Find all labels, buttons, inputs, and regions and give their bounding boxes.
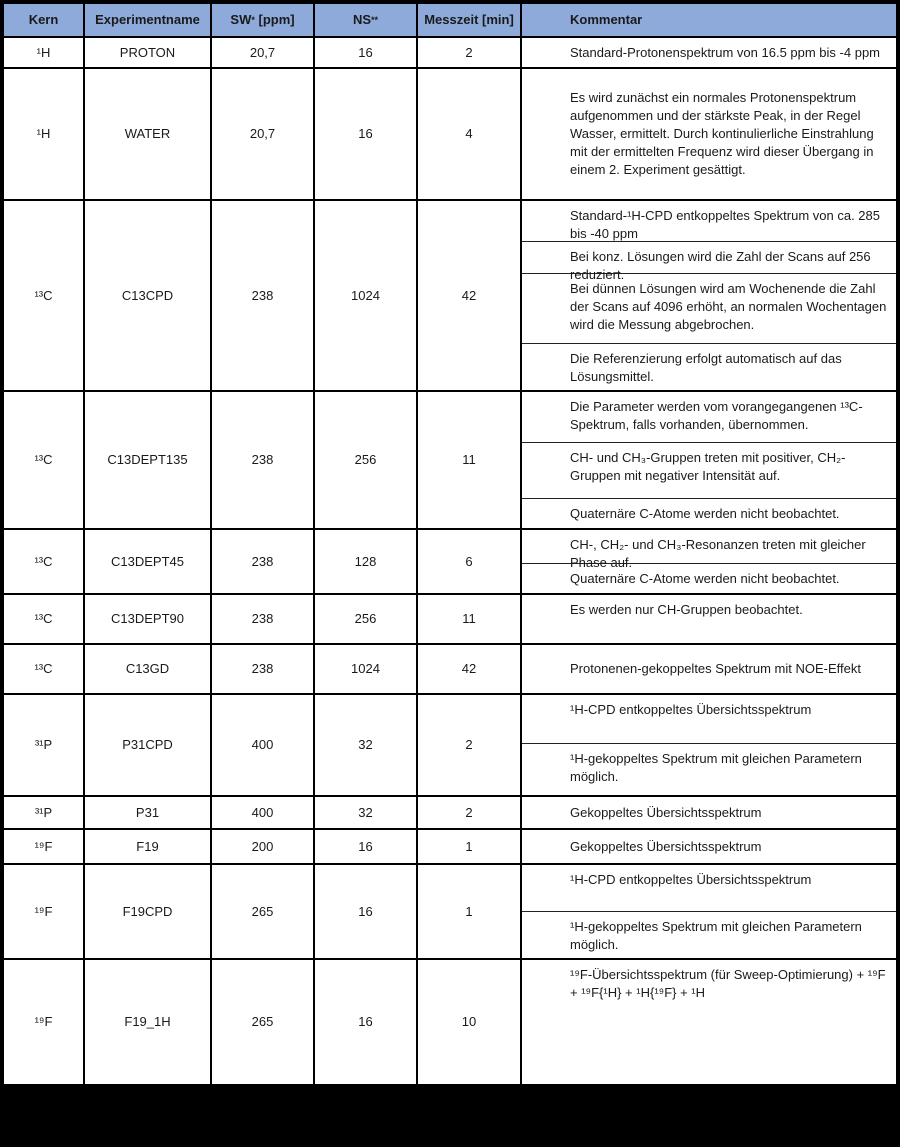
kern-cell-value: ¹³C xyxy=(34,661,53,676)
experiment-cell xyxy=(85,201,212,390)
kommentar-cell xyxy=(522,830,896,863)
messzeit-cell xyxy=(418,530,522,593)
ns-cell-value: 128 xyxy=(354,553,377,569)
kern-cell xyxy=(4,865,85,958)
messzeit-cell xyxy=(418,201,522,390)
ns-cell-value: 256 xyxy=(354,611,377,626)
header-label: NS xyxy=(352,12,372,27)
sw-cell xyxy=(212,38,315,67)
ns-cell xyxy=(315,595,418,643)
comment xyxy=(522,344,896,390)
kern-cell-value: ¹H xyxy=(36,126,51,141)
kern-cell xyxy=(4,695,85,795)
table-header-row xyxy=(4,4,896,38)
sw-cell-value: 238 xyxy=(251,611,274,626)
kommentar-cell xyxy=(522,595,896,643)
messzeit-cell-value: 10 xyxy=(461,1014,477,1029)
header-experimentname xyxy=(85,4,212,36)
messzeit-cell xyxy=(418,38,522,67)
kommentar-cell xyxy=(522,960,896,1084)
comment xyxy=(522,865,896,912)
comment-text: Gekoppeltes Übersichtsspektrum xyxy=(570,804,762,820)
header-sw-ppm: SW * [ppm] xyxy=(212,4,315,36)
ns-cell-value: 1024 xyxy=(351,287,380,303)
header-label: SW xyxy=(230,12,252,27)
experiment-cell-value: F19 xyxy=(136,838,159,854)
table-body xyxy=(4,38,896,1084)
ns-cell xyxy=(315,201,418,390)
experiment-cell xyxy=(85,530,212,593)
messzeit-cell-value: 2 xyxy=(465,804,473,820)
sw-cell-value: 238 xyxy=(251,452,274,467)
comment-text: ¹H-CPD entkoppeltes Übersichtsspektrum xyxy=(570,702,812,717)
ns-cell-value: 32 xyxy=(358,804,373,820)
comment-text: Bei konz. Lösungen wird die Zahl der Scans auf 256 reduziert. xyxy=(570,249,871,282)
sw-cell xyxy=(212,392,315,528)
comment-text: ¹H-gekoppeltes Spektrum mit gleichen Parametern möglich. xyxy=(570,751,862,784)
ns-cell xyxy=(315,530,418,593)
ns-cell xyxy=(315,797,418,828)
header-ns: NS ** xyxy=(315,4,418,36)
kern-cell-value: ¹³C xyxy=(34,611,53,626)
kern-cell xyxy=(4,392,85,528)
messzeit-cell-value: 11 xyxy=(462,452,476,467)
experiment-cell-value: F19_1H xyxy=(124,1014,171,1029)
comment xyxy=(522,830,896,863)
ns-cell-value: 16 xyxy=(358,126,373,141)
table-row-c13dept45 xyxy=(4,530,896,595)
table-row-p31 xyxy=(4,797,896,830)
messzeit-cell-value: 1 xyxy=(465,903,473,919)
sw-cell-value: 400 xyxy=(251,737,274,752)
comment xyxy=(522,645,896,693)
kern-cell xyxy=(4,595,85,643)
messzeit-cell-value: 42 xyxy=(461,661,477,676)
comment-text: Es werden nur CH-Gruppen beobachtet. xyxy=(570,602,803,617)
experiment-cell-value: P31 xyxy=(135,804,160,820)
header-label: Kern xyxy=(28,12,59,27)
comment xyxy=(522,564,896,593)
kommentar-cell xyxy=(522,797,896,828)
comment xyxy=(522,69,896,199)
ns-cell-value: 16 xyxy=(358,838,373,854)
experiment-cell-value: P31CPD xyxy=(122,737,173,752)
messzeit-cell-value: 42 xyxy=(461,287,477,303)
kommentar-cell xyxy=(522,69,896,199)
comment xyxy=(522,595,896,643)
comment-text: Es wird zunächst ein normales Protonenspektrum aufgenommen und der stärkste Peak, in der Regel Wasser, ermittelt. Durch kontinulierliche Einstrahlung mit der ermittelten Frequenz wird dieser Übergang in einem 2. Experiment gesättigt. xyxy=(570,90,874,177)
kern-cell-value: ¹³C xyxy=(34,553,53,569)
messzeit-cell xyxy=(418,69,522,199)
ns-cell xyxy=(315,865,418,958)
ns-cell-value: 16 xyxy=(358,903,373,919)
kern-cell-value: ¹H xyxy=(36,44,51,60)
experiment-cell xyxy=(85,865,212,958)
sw-cell-value: 238 xyxy=(251,661,274,676)
nmr-experiments-table xyxy=(2,2,898,1086)
header-unit: [ppm] xyxy=(254,12,295,27)
comment-text: Die Parameter werden vom vorangegangenen ¹³C-Spektrum, falls vorhanden, übernommen. xyxy=(570,399,863,432)
sw-cell xyxy=(212,69,315,199)
kern-cell-value: ¹⁹F xyxy=(34,903,53,919)
ns-cell xyxy=(315,392,418,528)
experiment-cell xyxy=(85,645,212,693)
comment xyxy=(522,912,896,958)
experiment-cell-value: C13DEPT45 xyxy=(111,553,184,569)
sw-cell-value: 265 xyxy=(251,1014,274,1029)
ns-cell xyxy=(315,695,418,795)
ns-cell-value: 16 xyxy=(358,1014,373,1029)
kern-cell xyxy=(4,69,85,199)
sw-cell-value: 265 xyxy=(251,903,274,919)
comment-text: CH- und CH₃-Gruppen treten mit positiver, CH₂-Gruppen mit negativer Intensität auf. xyxy=(570,450,846,483)
messzeit-cell xyxy=(418,865,522,958)
experiment-cell xyxy=(85,69,212,199)
header-label: Kommentar xyxy=(570,12,643,27)
experiment-cell-value: C13CPD xyxy=(121,287,174,303)
kern-cell xyxy=(4,38,85,67)
experiment-cell xyxy=(85,38,212,67)
messzeit-cell xyxy=(418,595,522,643)
sw-cell xyxy=(212,530,315,593)
comment xyxy=(522,499,896,528)
kern-cell xyxy=(4,530,85,593)
experiment-cell-value: C13DEPT90 xyxy=(111,611,184,626)
table-row-water xyxy=(4,69,896,201)
kern-cell xyxy=(4,830,85,863)
kern-cell-value: ³¹P xyxy=(34,804,53,820)
ns-cell xyxy=(315,645,418,693)
ns-cell-value: 16 xyxy=(358,44,373,60)
table-row-p31cpd xyxy=(4,695,896,797)
messzeit-cell xyxy=(418,830,522,863)
table-row-c13dept135 xyxy=(4,392,896,530)
sw-cell xyxy=(212,595,315,643)
kern-cell-value: ¹³C xyxy=(34,287,53,303)
comment-text: Gekoppeltes Übersichtsspektrum xyxy=(570,838,762,854)
ns-cell-value: 32 xyxy=(358,737,373,752)
comment xyxy=(522,797,896,828)
comment-text: ¹H-CPD entkoppeltes Übersichtsspektrum xyxy=(570,872,812,887)
kern-cell xyxy=(4,201,85,390)
table-row-proton xyxy=(4,38,896,69)
kommentar-cell xyxy=(522,201,896,390)
messzeit-cell xyxy=(418,695,522,795)
kern-cell xyxy=(4,797,85,828)
comment-text: Protonenen-gekoppeltes Spektrum mit NOE-Effekt xyxy=(570,661,861,676)
kommentar-cell xyxy=(522,38,896,67)
comment xyxy=(522,443,896,499)
messzeit-cell-value: 1 xyxy=(465,838,473,854)
experiment-cell-value: F19CPD xyxy=(122,903,173,919)
kern-cell-value: ³¹P xyxy=(34,737,53,752)
comment-text: ¹⁹F-Übersichtsspektrum (für Sweep-Optimierung) + ¹⁹F + ¹⁹F{¹H} + ¹H{¹⁹F} + ¹H xyxy=(570,967,886,1000)
table-row-f19_1h xyxy=(4,960,896,1084)
messzeit-cell xyxy=(418,645,522,693)
sw-cell-value: 200 xyxy=(251,838,274,854)
kommentar-cell xyxy=(522,392,896,528)
experiment-cell-value: WATER xyxy=(124,126,171,141)
messzeit-cell-value: 6 xyxy=(465,553,473,569)
ns-cell xyxy=(315,960,418,1084)
messzeit-cell xyxy=(418,797,522,828)
comment xyxy=(522,960,896,1084)
comment xyxy=(522,744,896,795)
comment-text: Quaternäre C-Atome werden nicht beobachtet. xyxy=(570,571,840,586)
messzeit-cell-value: 4 xyxy=(465,126,473,141)
sw-cell xyxy=(212,797,315,828)
experiment-cell xyxy=(85,392,212,528)
header-label: Experimentname xyxy=(95,12,200,27)
experiment-cell-value: PROTON xyxy=(119,44,176,60)
sw-cell-value: 400 xyxy=(251,804,274,820)
ns-cell xyxy=(315,38,418,67)
experiment-cell xyxy=(85,960,212,1084)
comment xyxy=(522,274,896,344)
ns-cell xyxy=(315,69,418,199)
sw-cell xyxy=(212,645,315,693)
sw-cell xyxy=(212,960,315,1084)
sw-cell-value: 238 xyxy=(251,553,274,569)
kern-cell xyxy=(4,960,85,1084)
table-row-c13cpd xyxy=(4,201,896,392)
messzeit-cell-value: 11 xyxy=(462,611,476,626)
kommentar-cell xyxy=(522,865,896,958)
kern-cell xyxy=(4,645,85,693)
sw-cell-value: 20,7 xyxy=(249,126,276,141)
table-row-c13gd xyxy=(4,645,896,695)
sw-cell-value: 20,7 xyxy=(249,44,276,60)
kommentar-cell xyxy=(522,530,896,593)
comment-text: ¹H-gekoppeltes Spektrum mit gleichen Parametern möglich. xyxy=(570,919,862,952)
header-messzeit xyxy=(418,4,522,36)
experiment-cell xyxy=(85,797,212,828)
sw-cell-value: 238 xyxy=(251,287,274,303)
experiment-cell xyxy=(85,830,212,863)
sw-cell xyxy=(212,830,315,863)
table-row-c13dept90 xyxy=(4,595,896,645)
comment-text: Quaternäre C-Atome werden nicht beobachtet. xyxy=(570,506,840,521)
comment xyxy=(522,38,896,67)
table-row-f19cpd xyxy=(4,865,896,960)
messzeit-cell xyxy=(418,960,522,1084)
comment-text: Die Referenzierung erfolgt automatisch auf das Lösungsmittel. xyxy=(570,351,842,384)
comment xyxy=(522,242,896,282)
ns-cell-value: 1024 xyxy=(351,661,380,676)
black-background-area xyxy=(0,1087,900,1147)
experiment-cell-value: C13GD xyxy=(125,661,170,676)
comment xyxy=(522,392,896,443)
header-kommentar xyxy=(522,4,896,36)
sw-cell xyxy=(212,695,315,795)
table-row-f19 xyxy=(4,830,896,865)
comment-text: CH-, CH₂- und CH₃-Resonanzen treten mit gleicher Phase auf. xyxy=(570,537,866,570)
messzeit-cell-value: 2 xyxy=(465,44,473,60)
kommentar-cell xyxy=(522,645,896,693)
comment-text: Bei dünnen Lösungen wird am Wochenende die Zahl der Scans auf 4096 erhöht, an normalen Wochentagen wird die Messung abgebrochen. xyxy=(570,281,887,332)
messzeit-cell xyxy=(418,392,522,528)
kern-cell-value: ¹⁹F xyxy=(34,838,53,854)
experiment-cell-value: C13DEPT135 xyxy=(107,452,188,467)
comment xyxy=(522,201,896,242)
comment xyxy=(522,695,896,744)
comment-text: Standard-Protonenspektrum von 16.5 ppm bis -4 ppm xyxy=(570,44,881,60)
kern-cell-value: ¹³C xyxy=(34,452,53,467)
comment xyxy=(522,530,896,570)
sw-cell xyxy=(212,865,315,958)
kern-cell-value: ¹⁹F xyxy=(34,1014,53,1029)
header-kern xyxy=(4,4,85,36)
ns-cell-value: 256 xyxy=(354,452,377,467)
experiment-cell xyxy=(85,695,212,795)
kommentar-cell xyxy=(522,695,896,795)
messzeit-cell-value: 2 xyxy=(465,737,473,752)
comment-text: Standard-¹H-CPD entkoppeltes Spektrum von ca. 285 bis -40 ppm xyxy=(570,208,880,241)
header-label: Messzeit [min] xyxy=(424,12,514,27)
ns-cell xyxy=(315,830,418,863)
experiment-cell xyxy=(85,595,212,643)
sw-cell xyxy=(212,201,315,390)
